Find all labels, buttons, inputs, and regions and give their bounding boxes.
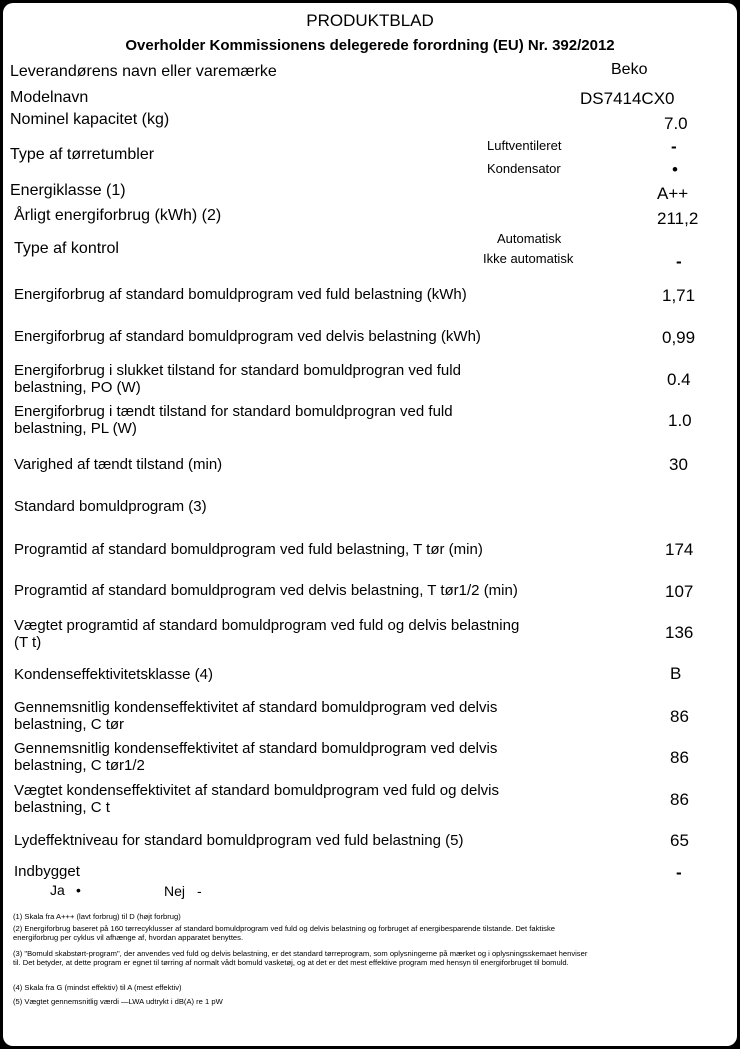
noise-level-label: Lydeffektniveau for standard bomuldprogram ved fuld belastning (5) [14,832,464,849]
product-sheet [3,3,737,1046]
built-in-yes-mark: • [76,882,81,898]
program-time-partial-label: Programtid af standard bomuldprogram ved delvis belastning, T tør1/2 (min) [14,582,518,599]
off-mode-value: 0.4 [667,370,691,389]
off-mode-label-line1: Energiforbrug i slukket tilstand for standard bomuldprogran ved fuld [14,362,461,379]
program-time-partial-value: 107 [665,582,694,601]
noise-level-value: 65 [670,831,689,850]
capacity-value: 7.0 [664,114,688,133]
condensation-weighted-label-line1: Vægtet kondenseffektivitet af standard bomuldprogram ved fuld og delvis [14,782,500,799]
condensation-full-value: 86 [670,707,689,726]
non-automatic-label: Ikke automatisk [483,251,574,266]
built-in-value: - [676,863,682,882]
condensation-weighted-label-line2: belastning, C t [14,799,110,816]
model-label: Modelnavn [10,89,89,106]
automatic-label: Automatisk [497,231,562,246]
left-on-label-line1: Energiforbrug i tændt tilstand for standard bomuldprogran ved fuld [14,403,453,420]
weighted-program-time-label-line1: Vægtet programtid af standard bomuldprogram ved fuld og delvis belastning [14,617,520,634]
energy-class-label: Energiklasse (1) [10,182,126,199]
supplier-label: Leverandørens navn eller varemærke [10,63,277,80]
weighted-program-time-value: 136 [665,623,694,642]
condenser-label: Kondensator [487,161,561,176]
condensation-half-label-line1: Gennemsnitlig kondenseffektivitet af standard bomuldprogram ved delvis [14,740,498,757]
partial-load-consumption-value: 0,99 [662,328,696,347]
on-duration-value: 30 [669,455,688,474]
condensation-class-label: Kondenseffektivitetsklasse (4) [14,666,213,683]
footnote-3: (3) "Bomuld skabstørt-program", der anvendes ved fuld og delvis belastning, er det standard tørreprogram, som oplysningerne på mærket og i oplysningsskemaet henviser til. Det betyder, at dette program er egnet til tørring af normalt vådt bomuld vasketøj, og at det er det mest effektive program med hensyn til energiforbruget til bomuld. [13,949,588,968]
left-on-value: 1.0 [668,411,692,430]
air-vented-label: Luftventileret [487,138,562,153]
built-in-no-mark: - [197,883,202,899]
off-mode-label-line2: belastning, PO (W) [14,379,141,396]
regulation-subtitle: Overholder Kommissionens delegerede forordning (EU) Nr. 392/2012 [125,37,615,54]
condensation-class-value: B [670,664,682,683]
left-on-label-line2: belastning, PL (W) [14,420,137,437]
condensation-full-label-line1: Gennemsnitlig kondenseffektivitet af standard bomuldprogram ved delvis [14,699,498,716]
annual-consumption-value: 211,2 [657,209,699,228]
capacity-label: Nominel kapacitet (kg) [10,111,170,128]
condensation-half-label-line2: belastning, C tør1/2 [14,757,145,774]
annual-consumption-label: Årligt energiforbrug (kWh) (2) [14,207,222,224]
condensation-full-label-line2: belastning, C tør [14,716,125,733]
on-duration-label: Varighed af tændt tilstand (min) [14,456,223,473]
model-value: DS7414CX0 [580,89,675,108]
air-vented-value: - [671,137,677,156]
program-time-full-label: Programtid af standard bomuldprogram ved fuld belastning, T tør (min) [14,541,483,558]
footnote-1: (1) Skala fra A+++ (lavt forbrug) til D (højt forbrug) [13,912,181,921]
non-automatic-value: - [676,252,682,271]
program-time-full-value: 174 [665,540,694,559]
control-type-label: Type af kontrol [14,240,119,257]
energy-class-value: A++ [657,184,689,203]
footnote-4: (4) Skala fra G (mindst effektiv) til A (mest effektiv) [13,983,182,992]
full-load-consumption-value: 1,71 [662,286,696,305]
condensation-weighted-value: 86 [670,790,689,809]
footnote-5: (5) Vægtet gennemsnitlig værdi —LWA udtrykt i dB(A) re 1 pW [13,997,223,1006]
partial-load-consumption-label: Energiforbrug af standard bomuldprogram ved delvis belastning (kWh) [14,328,481,345]
dryer-type-label: Type af tørretumbler [10,146,155,163]
full-load-consumption-label: Energiforbrug af standard bomuldprogram ved fuld belastning (kWh) [14,286,467,303]
built-in-no-label: Nej [164,883,186,899]
weighted-program-time-label-line2: (T t) [14,634,42,651]
footnote-2: (2) Energiforbrug baseret på 160 tørrecyklusser af standard bomuldprogram ved fuld og delvis belastning og forbruget af energibesparende tilstande. Det faktiske energiforbrug per cyklus vil afhænge af, hvordan apparatet benyttes. [13,924,555,943]
standard-program-label: Standard bomuldprogram (3) [14,498,207,515]
built-in-yes-label: Ja [50,882,65,898]
condensation-half-value: 86 [670,748,689,767]
page-title: PRODUKTBLAD [306,11,434,30]
supplier-value: Beko [611,61,648,78]
condenser-value: • [672,160,678,179]
built-in-label: Indbygget [14,863,80,880]
